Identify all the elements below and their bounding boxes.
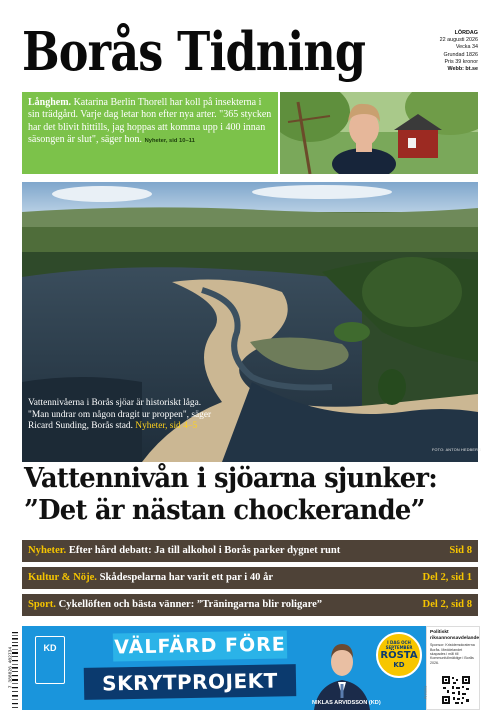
edition-founded: Grundad 1826 [443,51,478,58]
ad-disclosure-title: Politiskt riksannonsavdelande [430,630,480,641]
section-page: Sid 8 [449,545,472,556]
edition-day: LÖRDAG [454,30,478,36]
barcode-number: 7 388826 402734 [8,646,14,689]
masthead [22,14,422,90]
teaser-photo[interactable] [280,92,478,174]
candidate-name: NIKLAS ARVIDSSON (KD) [312,700,381,706]
ad-headline-2: SKRYTPROJEKT [84,664,297,700]
section-text: Cykellöften och bästa vänner: ”Träningarna blir roligare” [58,599,323,610]
caption-text: Vattennivåerna i Borås sjöar är historiskt låga. "Man undrar om någon dragit ur proppen", säger Ricard Sunding, Borås stad. [28,398,212,432]
section-bar-culture[interactable] [22,567,478,589]
edition-info [428,30,478,73]
teaser-box[interactable] [22,92,278,174]
qr-code-icon[interactable] [441,675,471,705]
section-bar-news[interactable] [22,540,478,562]
ad-label: Annons [422,685,428,700]
kd-logo [35,636,65,684]
photo-credit: FOTO: ANTON HEDBERG [432,448,482,452]
caption-ref: Nyheter, sid 4–5 [135,421,198,432]
section-page: Del 2, sid 8 [422,599,472,610]
candidate-portrait [312,626,372,710]
badge-main: RÖSTA [380,650,418,661]
main-headline[interactable] [24,462,453,526]
edition-website[interactable]: Webb: bt.se [447,66,478,73]
section-page: Del 2, sid 1 [422,572,472,583]
teaser-kicker: Långhem. [28,97,72,108]
teaser-photo-image [280,92,478,174]
edition-price: Pris 39 kronor [444,58,478,65]
edition-date: 22 augusti 2026 [439,37,478,44]
teaser-body: Katarina Berlin Thorell har koll på insekterna i sin trädgård. Varje dag letar hon efter nya arter. "365 stycken har det blivit hittills, jag hoppas att komma upp i 400 innan säsongen är slut", säger hon. [28,97,272,145]
main-photo-caption [28,398,218,433]
headline-line-1: Vattennivån i sjöarna sjunker: [24,462,438,494]
political-ad[interactable] [22,626,426,710]
teaser-text [28,97,272,147]
section-label: Nyheter. [28,545,67,556]
ad-disclosure-text: Sponsor: Kristdemokraterna Borås. Meddelandet skapades i mål till Kommunfullmäktige i Borås 2026. [430,643,475,665]
headline-line-2: ”Det är nästan chockerande” [24,494,425,526]
badge-sub: KD [393,661,405,669]
badge-top: I DAG OCH SEPTEMBER [385,640,413,650]
section-text: Efter hård debatt: Ja till alkohol i Borås parker dygnet runt [68,545,341,556]
teaser-ref: Nyheter, sid 10–11 [144,137,195,144]
vote-badge [376,632,422,678]
section-bar-sport[interactable] [22,594,478,616]
section-label: Kultur & Nöje. [28,572,97,583]
section-text: Skådespelarna har varit ett par i 40 år [99,572,274,583]
kd-logo-text: KD [43,643,57,653]
masthead-title: Borås Tidning [22,21,366,83]
section-label: Sport. [28,599,56,610]
ad-headline-1: VÄLFÄRD FÖRE [113,630,287,661]
edition-week: Vecka 34 [455,44,478,51]
